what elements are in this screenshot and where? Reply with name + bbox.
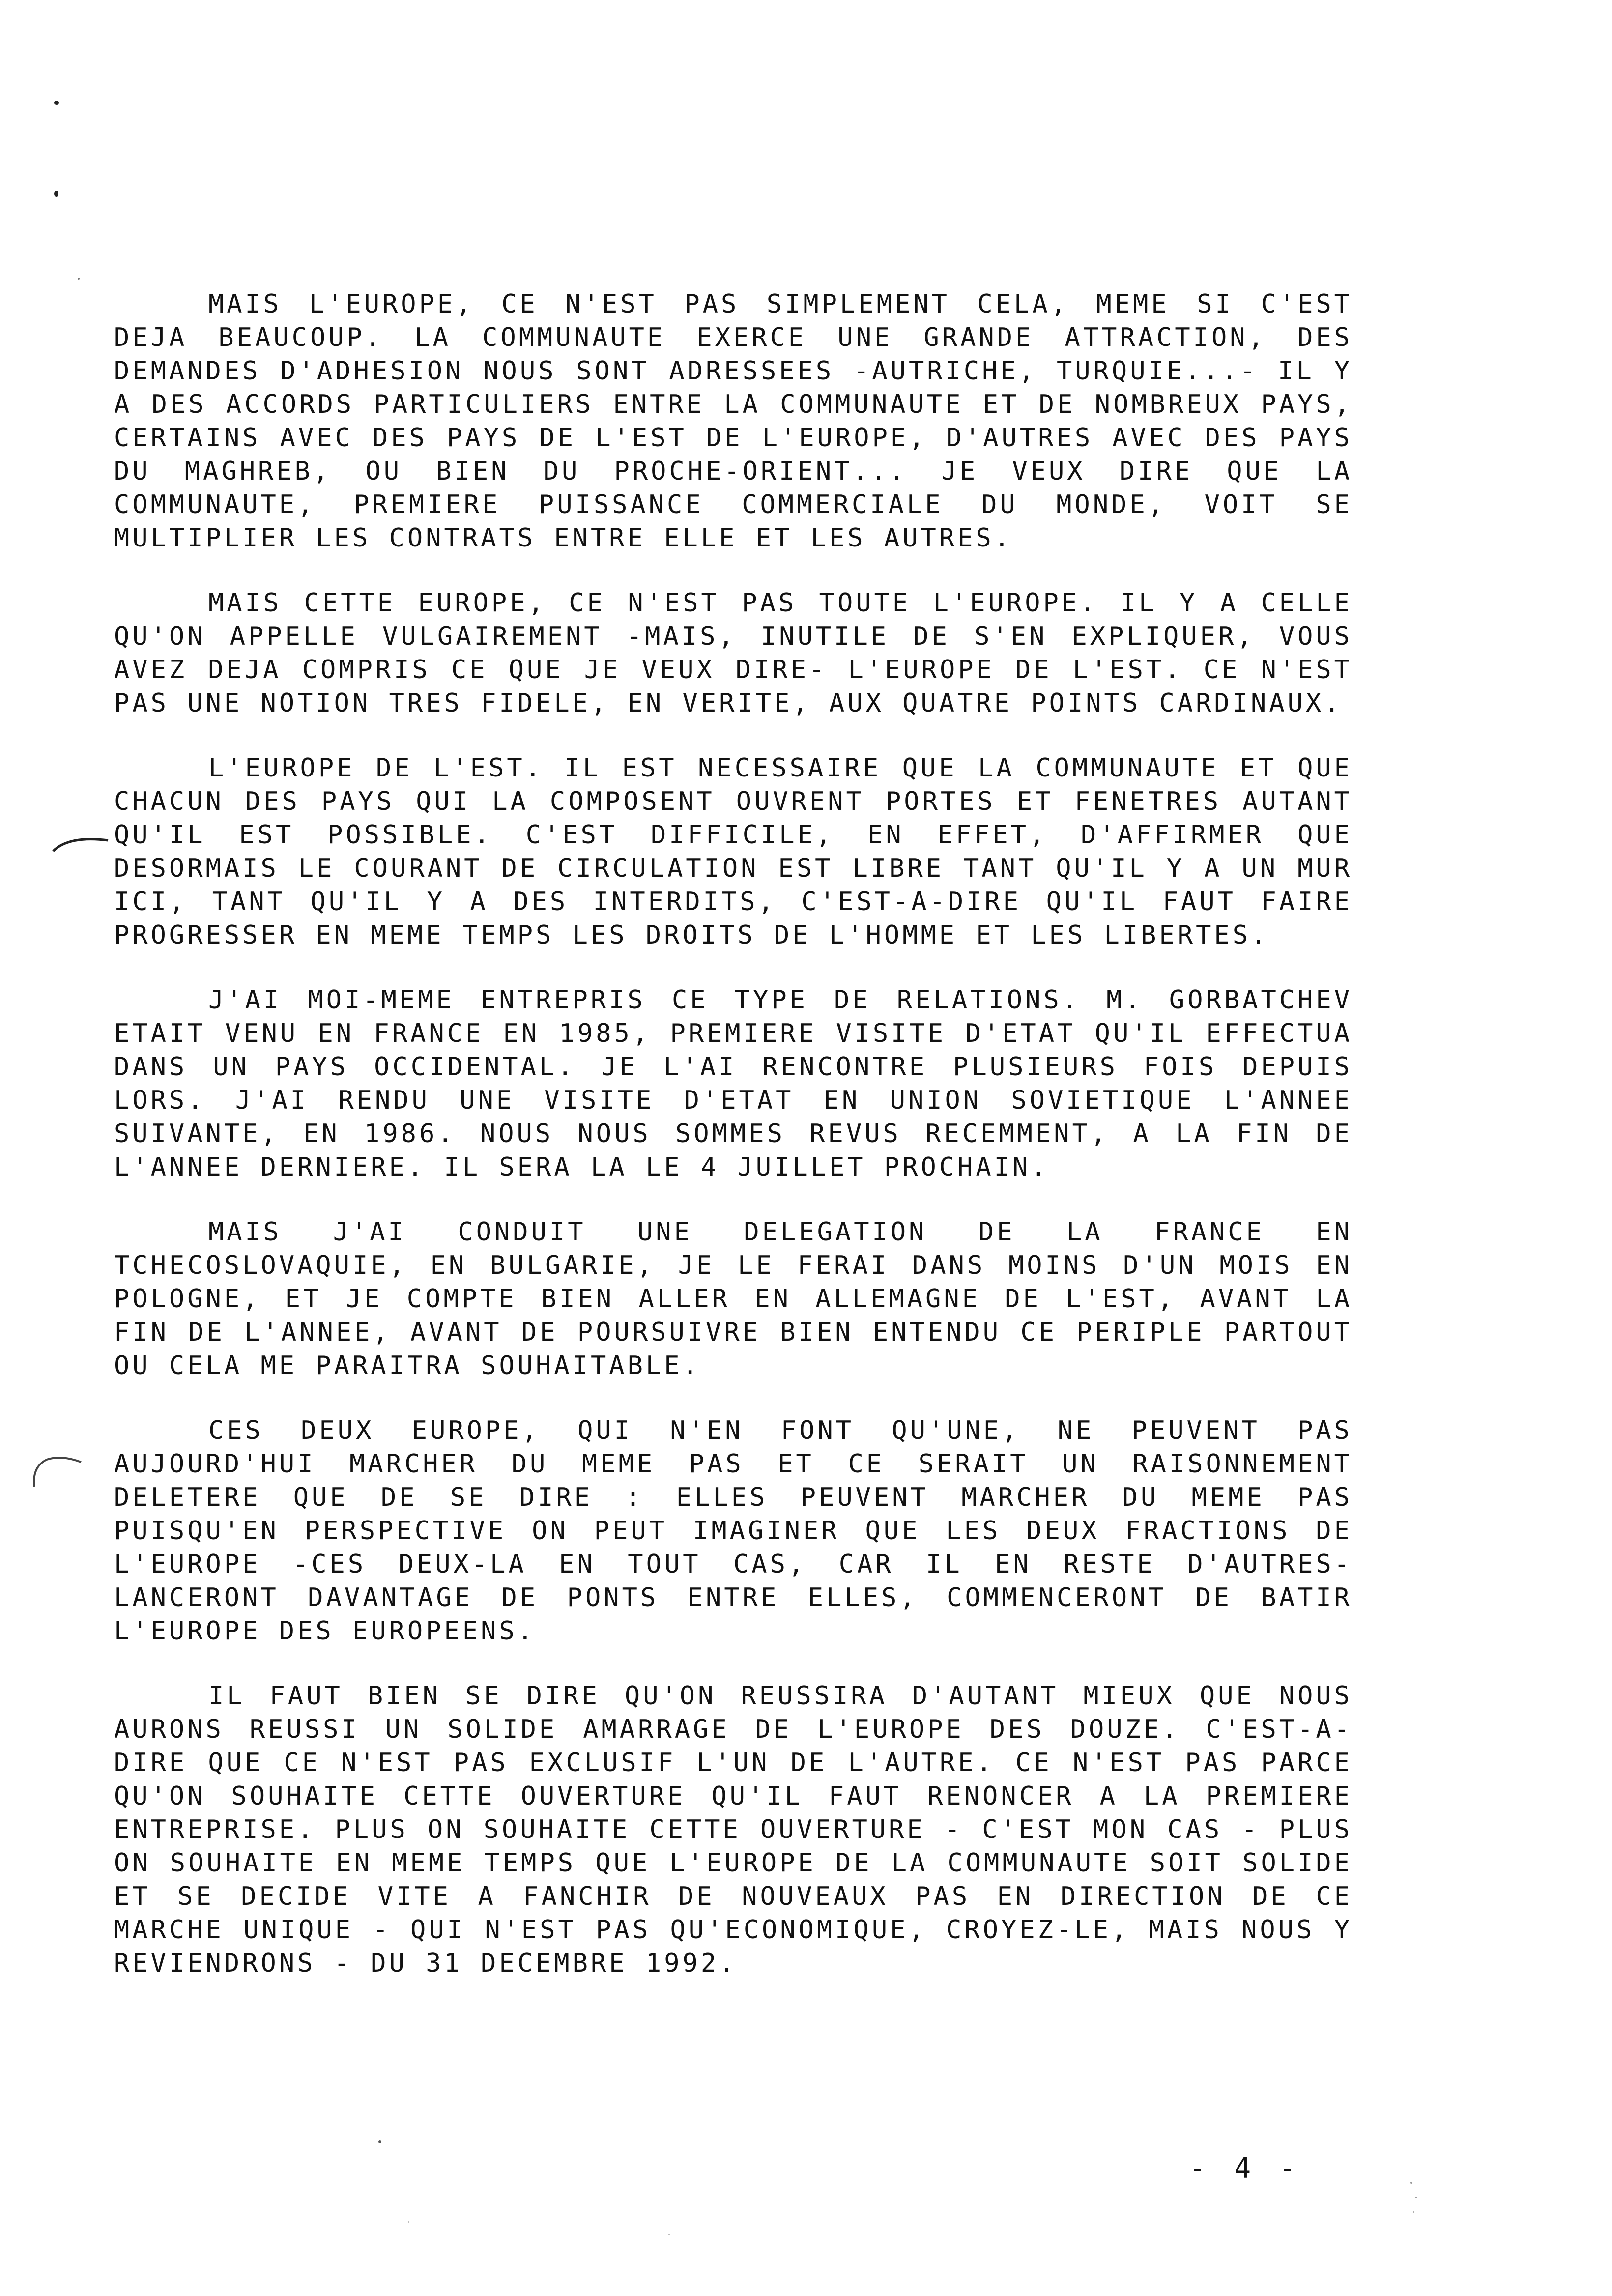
paragraph: MAIS J'AI CONDUIT UNE DELEGATION DE LA FRANCE EN TCHECOSLOVAQUIE, EN BULGARIE, JE LE FERAI DANS MOINS D'UN MOIS EN POLOGNE, ET JE COMPTE BIEN ALLER EN ALLEMAGNE DE L'EST, AVANT LA FIN DE L'ANNEE, AVANT DE POURSUIVRE BIEN ENTENDU CE PERIPLE PARTOUT OU CELA ME PARAITRA SOUHAITABLE. xyxy=(114,1217,1353,1380)
paragraph: J'AI MOI-MEME ENTREPRIS CE TYPE DE RELATIONS. M. GORBATCHEV ETAIT VENU EN FRANCE EN 1985, PREMIERE VISITE D'ETAT QU'IL EFFECTUA DANS UN PAYS OCCIDENTAL. JE L'AI RENCONTRE PLUSIEURS FOIS DEPUIS LORS. J'AI RENDU UNE VISITE D'ETAT EN UNION SOVIETIQUE L'ANNEE SUIVANTE, EN 1986. NOUS NOUS SOMMES REVUS RECEMMENT, A LA FIN DE L'ANNEE DERNIERE. IL SERA LA LE 4 JUILLET PROCHAIN. xyxy=(114,985,1353,1182)
paragraph: CES DEUX EUROPE, QUI N'EN FONT QU'UNE, NE PEUVENT PAS AUJOURD'HUI MARCHER DU MEME PAS ET CE SERAIT UN RAISONNEMENT DELETERE QUE DE SE DIRE : ELLES PEUVENT MARCHER DU MEME PAS PUISQU'EN PERSPECTIVE ON PEUT IMAGINER QUE LES DEUX FRACTIONS DE L'EUROPE -CES DEUX-LA EN TOUT CAS, CAR IL EN RESTE D'AUTRES- LANCERONT DAVANTAGE DE PONTS ENTRE ELLES, COMMENCERONT DE BATIR L'EUROPE DES EUROPEENS. xyxy=(114,1416,1353,1646)
paragraph: L'EUROPE DE L'EST. IL EST NECESSAIRE QUE LA COMMUNAUTE ET QUE CHACUN DES PAYS QUI LA COMPOSENT OUVRENT PORTES ET FENETRES AUTANT QU'IL EST POSSIBLE. C'EST DIFFICILE, EN EFFET, D'AFFIRMER QUE DESORMAIS LE COURANT DE CIRCULATION EST LIBRE TANT QU'IL Y A UN MUR ICI, TANT QU'IL Y A DES INTERDITS, C'EST-A-DIRE QU'IL FAUT FAIRE PROGRESSER EN MEME TEMPS LES DROITS DE L'HOMME ET LES LIBERTES. xyxy=(114,753,1353,950)
scan-speck xyxy=(408,2221,409,2223)
scan-speck xyxy=(54,101,59,105)
page-number: - 4 - xyxy=(1189,2152,1302,2184)
scan-speck xyxy=(54,191,58,197)
scan-speck xyxy=(1415,2197,1417,2198)
scan-speck xyxy=(668,2234,670,2235)
margin-annotation-mark xyxy=(49,816,113,860)
paragraph: MAIS CETTE EUROPE, CE N'EST PAS TOUTE L'EUROPE. IL Y A CELLE QU'ON APPELLE VULGAIREMENT -MAIS, INUTILE DE S'EN EXPLIQUER, VOUS AVEZ DEJA COMPRIS CE QUE JE VEUX DIRE- L'EUROPE DE L'EST. CE N'EST PAS UNE NOTION TRES FIDELE, EN VERITE, AUX QUATRE POINTS CARDINAUX. xyxy=(114,588,1353,718)
margin-annotation-mark xyxy=(27,1433,91,1492)
scan-speck xyxy=(378,2140,381,2143)
scan-speck xyxy=(1413,2211,1414,2213)
scan-speck xyxy=(1410,2182,1412,2184)
paragraph: MAIS L'EUROPE, CE N'EST PAS SIMPLEMENT CELA, MEME SI C'EST DEJA BEAUCOUP. LA COMMUNAUTE EXERCE UNE GRANDE ATTRACTION, DES DEMANDES D'ADHESION NOUS SONT ADRESSEES -AUTRICHE, TURQUIE...- IL Y A DES ACCORDS PARTICULIERS ENTRE LA COMMUNAUTE ET DE NOMBREUX PAYS, CERTAINS AVEC DES PAYS DE L'EST DE L'EUROPE, D'AUTRES AVEC DES PAYS DU MAGHREB, OU BIEN DU PROCHE-ORIENT... JE VEUX DIRE QUE LA COMMUNAUTE, PREMIERE PUISSANCE COMMERCIALE DU MONDE, VOIT SE MULTIPLIER LES CONTRATS ENTRE ELLE ET LES AUTRES. xyxy=(114,289,1353,553)
document-body xyxy=(114,287,1353,2011)
scan-speck xyxy=(78,278,80,280)
paragraph: IL FAUT BIEN SE DIRE QU'ON REUSSIRA D'AUTANT MIEUX QUE NOUS AURONS REUSSI UN SOLIDE AMARRAGE DE L'EUROPE DES DOUZE. C'EST-A-DIRE QUE CE N'EST PAS EXCLUSIF L'UN DE L'AUTRE. CE N'EST PAS PARCE QU'ON SOUHAITE CETTE OUVERTURE QU'IL FAUT RENONCER A LA PREMIERE ENTREPRISE. PLUS ON SOUHAITE CETTE OUVERTURE - C'EST MON CAS - PLUS ON SOUHAITE EN MEME TEMPS QUE L'EUROPE DE LA COMMUNAUTE SOIT SOLIDE ET SE DECIDE VITE A FANCHIR DE NOUVEAUX PAS EN DIRECTION DE CE MARCHE UNIQUE - QUI N'EST PAS QU'ECONOMIQUE, CROYEZ-LE, MAIS NOUS Y REVIENDRONS - DU 31 DECEMBRE 1992. xyxy=(114,1681,1353,1978)
